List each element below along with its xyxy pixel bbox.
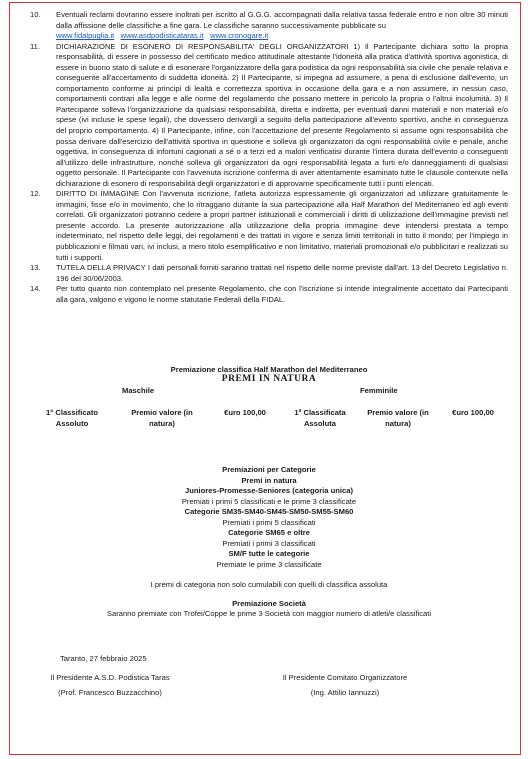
regulation-list <box>30 10 508 305</box>
right-signatory <box>255 672 435 698</box>
male-prize: Premio valore (in natura) <box>131 408 193 428</box>
rule-12 <box>30 189 508 263</box>
rule-body: Per tutto quanto non contemplato nel presente Regolamento, che con l'iscrizione si intende integralmente accettato dai Partecipanti alla gara, valgono e vigono le norme statutarie Federali della FIDAL. <box>56 284 508 304</box>
right-role: Il Presidente Comitato Organizzatore <box>282 673 408 682</box>
rule-number: 10. <box>30 10 41 19</box>
rule-body: Eventuali reclami dovranno essere inoltrati per iscritto al G.G.G. accompagnati dalla relativa tassa federale entro e non oltre 30 minuti dalla affissione delle classifiche a fine gara. Le classifiche saranno successivamente pubblicate su <box>56 10 508 30</box>
group-title: SM/F tutte le categorie <box>228 549 310 558</box>
category-prizes <box>30 465 508 620</box>
link-fidalpuglia[interactable]: www.fidalpuglia.it <box>56 31 115 41</box>
female-prize: Premio valore (in natura) <box>367 408 429 428</box>
categories-title: Premiazioni per Categorie <box>222 465 316 474</box>
rule-14 <box>30 284 508 305</box>
group-text: Premiati i primi 5 classificati e le prime 3 classificate <box>181 496 357 506</box>
rule-body: TUTELA DELLA PRIVACY I dati personali forniti saranno trattati nel rispetto delle norme previste dall'art. 13 del Decreto Legislativo n. 196 del 30/06/2003. <box>56 263 508 283</box>
group-text: Premiate le prime 3 classificate <box>216 559 322 569</box>
signature-block <box>30 653 508 716</box>
group-text: Premiati i primi 3 classificati <box>222 538 316 548</box>
rule-number: 11. <box>30 41 40 51</box>
left-role: Il Presidente A.S.D. Podistica Taras <box>50 673 170 682</box>
gender-headers <box>30 384 508 398</box>
male-amount: €uro 100,00 <box>224 408 266 417</box>
prize-row <box>30 408 508 438</box>
prize-subtitle: PREMI IN NATURA <box>221 374 317 384</box>
prize-title: Premiazione classifica Half Marathon del Mediterraneo <box>170 365 368 374</box>
absolute-prizes <box>30 365 508 438</box>
cumulative-note: I premi di categoria non solo cumulabili con quelli di classifica assoluta <box>150 580 388 589</box>
left-signatory <box>30 672 190 698</box>
female-place: 1ª Classificata Assoluta <box>294 408 346 428</box>
rule-number: 14. <box>30 284 41 294</box>
group-title: Categorie SM35-SM40-SM45-SM50-SM55-SM60 <box>184 507 354 516</box>
link-cronogare[interactable]: www.cronogare.it <box>210 31 269 41</box>
rule-10 <box>30 10 508 42</box>
rule-body: DICHIARAZIONE DI ESONERO DI RESPONSABILITA' DEGLI ORGANIZZATORI 1) Il Partecipante dichiara sotto la propria responsabilità, di essere in possesso del certificato medico attitudinale attestante l'idoneità alla pratica d'attività sportiva agonistica, di essere in buono stato di salute e di esonerare l'organizzatore della gara podistica da ogni responsabilità sia civile che penale relativa e conseguente all'accertamento di suddetta idoneità. 2) Il Partecipante, si impegna ad assumere, a pena di esclusione dall'evento, un comportamento conforme ai principi di lealtà e correttezza sportiva in occasione della gara e a non assumere, in nessun caso, comportamenti contrari alla legge e alle norme del regolamento che possano mettere in pericolo la propria o l'altrui incolumità. 3) Il Partecipante solleva l'organizzazione da qualsiasi responsabilità, diretta e indiretta, per eventuali danni materiali e non materiali e/o spese (ivi incluse le spese legali), che dovessero derivargli a seguito della partecipazione all'evento sportivo, anche in conseguenza del proprio comportamento. 4) Il Partecipante, infine, con l'accettazione del presente Regolamento si assume ogni responsabilità che possa derivare dall'esercizio dell'attività sportiva in questione e solleva gli organizzatori da ogni responsabilità civile e penale, anche oggettiva, in conseguenza di infortuni cagionati a sé o a terzi ed a malori verificatisi durante l'intera durata dell'evento o conseguenti all'utilizzo delle infrastrutture, nonché solleva gli organizzatori da ogni responsabilità legata a furti e/o danneggiamenti di qualsiasi oggetto personale. Il Partecipante con l'avvenuta iscrizione conferma di aver attentamente esaminato tutte le clausole contenute nella dichiarazione di esonero di responsabilità degli organizzatori e di approvarne specificamente tutti i punti elencati. <box>56 41 508 188</box>
left-name: (Prof. Francesco Buzzacchino) <box>58 688 162 697</box>
society-title: Premiazione Società <box>232 598 306 608</box>
group-title: Categorie SM65 e oltre <box>228 528 310 537</box>
male-place: 1° Classificato Assoluto <box>46 408 98 428</box>
society-text: Saranno premiate con Trofei/Coppe le prime 3 Società con maggior numero di atleti/e classificati <box>106 609 432 618</box>
rule-number: 13. <box>30 263 41 273</box>
rule-text <box>56 10 508 42</box>
link-asdpodisticataras[interactable]: www.asdpodisticataras.it <box>120 31 204 41</box>
rule-13 <box>30 263 508 284</box>
rule-body: DIRITTO DI IMMAGINE Con l'avvenuta iscrizione, l'atleta autorizza espressamente gli organizzatori ad utilizzare gratuitamente le immagini, fisse e/o in movimento, che lo ritraggano durante la sua partecipazione alla Half Marathon del Mediterraneo ed agli eventi correlati. Gli organizzatori potranno cedere a propri partner istituzionali e commerciali i diritti di utilizzazione dell'immagine previsti nel presente accordo. La presente autorizzazione alla utilizzazione della propria immagine deve intendersi prestata a tempo indeterminato, nel rispetto delle leggi, dei regolamenti e dei trattati in vigore e senza limiti territoriali in tutto il mondo; per l'impiego in pubblicazioni e filmati vari, ivi inclusi, a mero titolo esemplificativo e non limitativo, materiali promozionali e/o pubblicitari e realizzati su tutti i supporti. <box>56 189 508 262</box>
right-name: (Ing. Attilio Iannuzzi) <box>310 688 380 697</box>
group-text: Premiati i primi 5 classificati <box>222 517 316 527</box>
group-title: Juniores-Promesse-Seniores (categoria unica) <box>185 486 353 495</box>
male-label: Maschile <box>122 386 155 395</box>
place-date: Taranto, 27 febbraio 2025 <box>60 654 147 663</box>
female-label: Femminile <box>360 386 398 395</box>
rule-11 <box>30 42 508 190</box>
categories-sub: Premi in natura <box>241 475 297 485</box>
rule-number: 12. <box>30 189 41 199</box>
female-amount: €uro 100,00 <box>452 408 494 417</box>
